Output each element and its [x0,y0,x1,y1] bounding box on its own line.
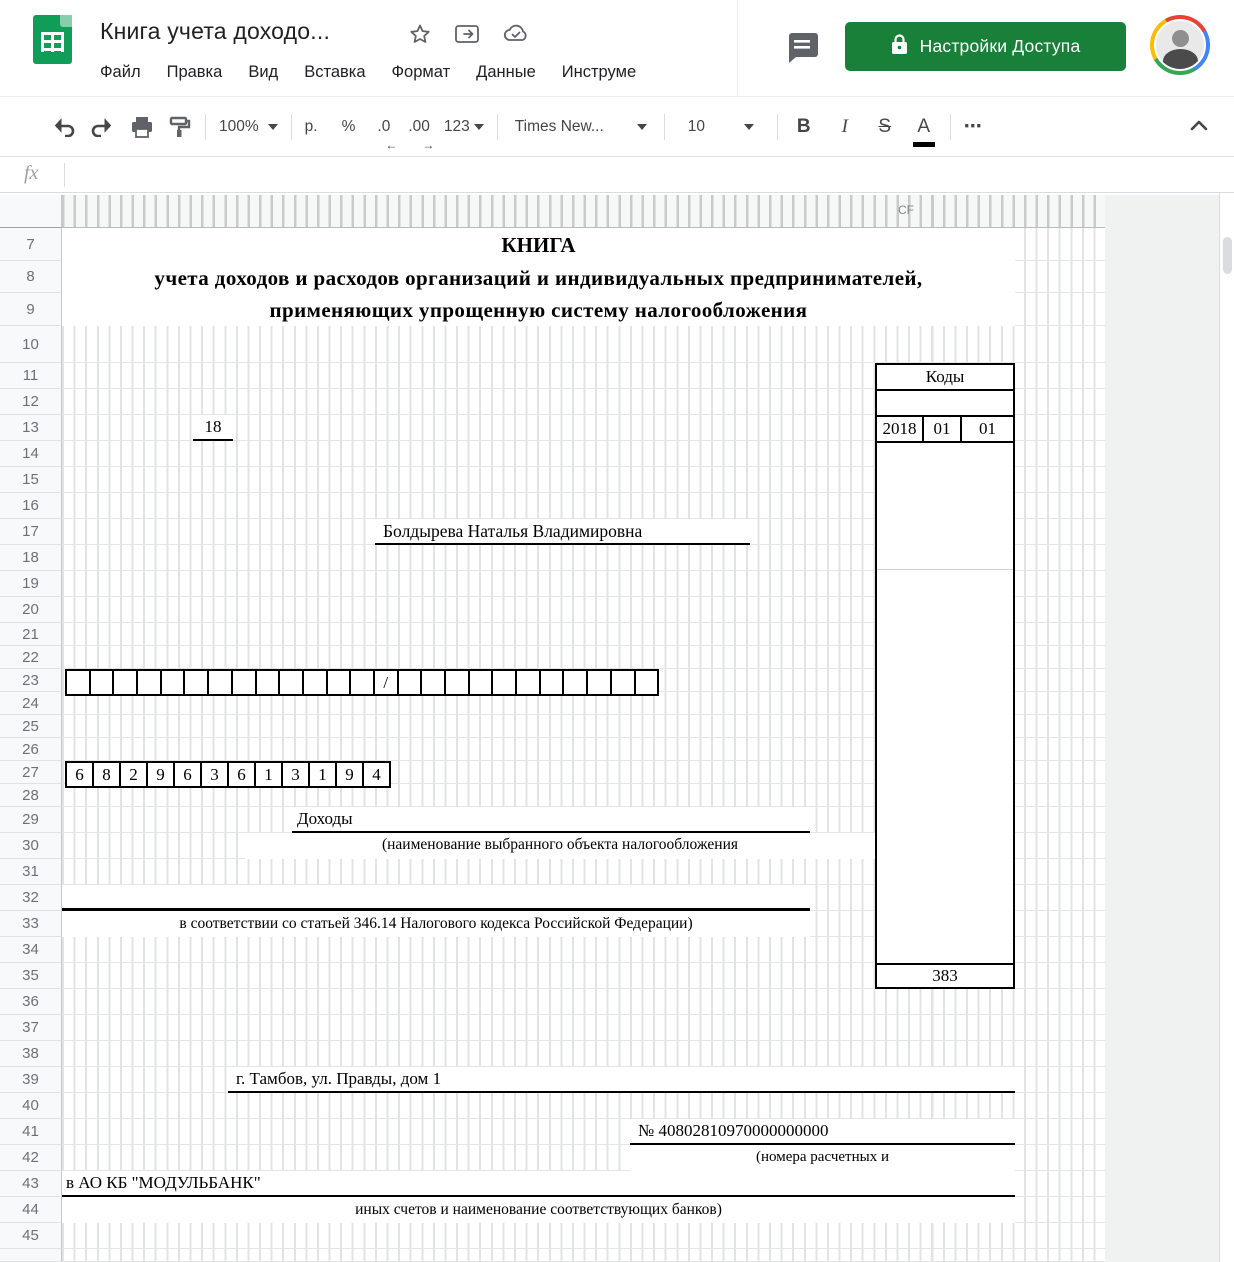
tax-object-caption1: (наименование выбранного объекта налогообложения [245,833,875,859]
zoom-value: 100% [219,117,259,135]
sheets-logo-grid [41,32,64,52]
inn-digit-3: 9 [146,761,175,788]
sheets-logo-icon[interactable] [33,15,72,64]
vertical-scrollbar[interactable] [1219,193,1234,1262]
toolbar-divider [291,114,292,140]
inn-digit-2: 2 [119,761,148,788]
inn-kpp-box-16 [444,669,470,696]
chevron-down-icon [637,124,647,130]
grid-row-partial[interactable] [62,1249,1105,1262]
grid-row-40[interactable] [62,1093,1105,1119]
comment-history-icon[interactable] [783,27,821,65]
inn-kpp-box-21 [562,669,588,696]
inn-kpp-box-6 [207,669,233,696]
row-header-14[interactable]: 14 [0,441,62,467]
chevron-down-icon [268,124,278,130]
row-header-21[interactable]: 21 [0,623,62,646]
inn-kpp-box-1 [89,669,115,696]
date-month-cell: 01 [922,417,962,441]
row-header-partial[interactable] [0,1249,62,1262]
codes-date-row [877,417,1013,443]
select-all-corner[interactable] [0,195,62,228]
menu-item-4[interactable]: Формат [391,62,451,81]
italic-button[interactable]: I [841,115,848,137]
move-to-folder-icon[interactable] [454,22,480,46]
menu-item-0[interactable]: Файл [100,62,141,81]
account-caption1: (номера расчетных и [630,1145,1015,1171]
lock-icon [891,34,908,60]
inn-kpp-box-2 [112,669,138,696]
row-header-42[interactable]: 42 [0,1145,62,1171]
codes-empty-cell [877,391,1013,417]
decrease-decimal-button[interactable]: .0 ← [377,117,398,152]
row-header-45[interactable]: 45 [0,1223,62,1249]
fx-icon: fx [24,162,39,184]
share-settings-label: Настройки Доступа [919,36,1081,56]
inn-kpp-box-18 [491,669,517,696]
avatar-photo [1154,19,1206,71]
arrow-left-icon: ← [385,137,398,152]
more-formats-button[interactable]: 123 [444,109,484,145]
panel-divider [737,0,738,96]
inn-digit-10: 9 [335,761,364,788]
inn-kpp-box-19 [515,669,541,696]
row-header-23[interactable]: 23 [0,669,62,692]
inn-kpp-box-9 [278,669,304,696]
codes-header-cell: Коды [877,365,1013,391]
toolbar-divider [664,114,665,140]
row-header-15[interactable]: 15 [0,467,62,493]
text-color-button[interactable]: A [911,109,937,145]
inn-kpp-box-11 [326,669,352,696]
grid-row-38[interactable] [62,1041,1105,1067]
row-header-33[interactable]: 33 [0,911,62,937]
font-family-value: Times New... [514,117,604,135]
doc-title-line1: КНИГА [501,233,576,257]
menu-bar [100,56,737,88]
bold-button[interactable]: B [796,115,811,137]
toolbar [0,96,1234,157]
row-header-25[interactable]: 25 [0,715,62,738]
row-header-22[interactable]: 22 [0,646,62,669]
row-header-12[interactable]: 12 [0,389,62,415]
grid-row-45[interactable] [62,1223,1105,1249]
toolbar-divider [497,114,498,140]
zoom-select[interactable] [219,109,278,145]
account-number-cell[interactable]: № 40802810970000000000 [630,1119,1015,1145]
column-headers[interactable] [62,195,1105,228]
row-header-18[interactable]: 18 [0,545,62,571]
menu-item-5[interactable]: Данные [476,62,536,81]
row-header-39[interactable]: 39 [0,1067,62,1093]
row-header-36[interactable]: 36 [0,989,62,1015]
menu-item-6[interactable]: Инструме [561,62,637,81]
inn-kpp-box-8 [255,669,281,696]
inn-digit-8: 3 [281,761,310,788]
inn-digit-6: 6 [227,761,256,788]
row-headers [0,228,62,1262]
inn-digit-1: 8 [92,761,121,788]
codes-empty-box-2 [877,571,1013,965]
inn-kpp-box-12 [349,669,375,696]
inn-digit-4: 6 [173,761,202,788]
strikethrough-button[interactable]: S [878,115,892,137]
collapse-toolbar-button[interactable] [1186,113,1212,144]
toolbar-divider [777,114,778,140]
inn-kpp-box-7 [231,669,257,696]
row-header-35[interactable]: 35 [0,963,62,989]
row-header-38[interactable]: 38 [0,1041,62,1067]
row-header-27[interactable]: 27 [0,761,62,784]
inn-kpp-box-row[interactable] [65,669,659,696]
grid-row-37[interactable] [62,1015,1105,1041]
doc-title-block[interactable] [62,228,1015,326]
menu-item-2[interactable]: Вид [248,62,279,81]
tax-object-caption2: в соответствии со статьей 346.14 Налогового кодекса Российской Федерации) [62,911,810,937]
paint-format-button[interactable] [168,109,192,145]
inn-kpp-box-3 [136,669,162,696]
account-caption2: иных счетов и наименование соответствующих банков) [62,1197,1015,1223]
increase-decimal-button[interactable]: .00 → [408,117,435,152]
inn-digit-box-row[interactable] [65,761,391,788]
menu-item-3[interactable]: Вставка [304,62,366,81]
print-button[interactable] [130,109,154,145]
tax-object-cell[interactable]: Доходы [292,807,810,833]
row-header-9[interactable]: 9 [0,293,62,326]
avatar[interactable] [1150,15,1210,75]
cloud-saved-icon[interactable] [502,22,530,46]
document-title[interactable]: Книга учета доходо... [100,18,331,44]
inn-kpp-box-22 [586,669,612,696]
font-size-select[interactable] [678,109,764,145]
format-percent-button[interactable]: % [341,117,356,135]
inn-kpp-box-4 [160,669,186,696]
row-header-34[interactable]: 34 [0,937,62,963]
doc-title-line3: применяющих упрощенную систему налогообложения [269,298,808,322]
inn-digit-11: 4 [362,761,391,788]
inn-kpp-box-13: / [373,669,399,696]
sheets-logo-fold [60,15,72,27]
codes-table[interactable] [875,363,1015,989]
toolbar-divider [205,114,206,140]
inn-kpp-box-24 [634,669,660,696]
okpo-code-cell: 383 [932,966,958,985]
row-header-17[interactable]: 17 [0,519,62,545]
bank-name-cell[interactable]: в АО КБ "МОДУЛЬБАНК" [62,1171,1015,1197]
inn-kpp-box-20 [539,669,565,696]
grid-row-36[interactable] [62,989,1105,1015]
row-header-24[interactable]: 24 [0,692,62,715]
more-toolbar-button[interactable]: ⋯ [963,116,985,136]
row-header-28[interactable]: 28 [0,784,62,807]
spreadsheet-area [0,193,1234,1262]
blank-underlined-row[interactable] [62,885,810,911]
redo-button[interactable] [90,109,114,145]
row-header-26[interactable]: 26 [0,738,62,761]
row-header-37[interactable]: 37 [0,1015,62,1041]
row-header-19[interactable]: 19 [0,571,62,597]
inn-digit-0: 6 [65,761,94,788]
row-header-7[interactable]: 7 [0,228,62,261]
font-family-select[interactable] [511,109,651,145]
chevron-down-icon [744,124,754,130]
formula-bar[interactable] [0,157,1234,193]
inn-digit-5: 3 [200,761,229,788]
row-header-43[interactable]: 43 [0,1171,62,1197]
date-year-cell: 2018 [882,419,917,438]
taxpayer-name-cell[interactable]: Болдырева Наталья Владимировна [375,519,750,545]
inn-kpp-box-15 [420,669,446,696]
row-header-13[interactable]: 13 [0,415,62,441]
inn-kpp-box-10 [302,669,328,696]
menu-item-1[interactable]: Правка [166,62,223,81]
font-size-value: 10 [687,117,706,135]
formula-bar-divider [64,163,65,187]
row-header-11[interactable]: 11 [0,363,62,389]
format-currency-button[interactable]: р. [304,117,318,135]
toolbar-divider [950,114,951,140]
address-cell[interactable]: г. Тамбов, ул. Правды, дом 1 [228,1067,1015,1093]
row-header-41[interactable]: 41 [0,1119,62,1145]
grid-row-10[interactable] [62,326,1105,363]
row-header-20[interactable]: 20 [0,597,62,623]
area-beyond-columns [1105,195,1219,1262]
star-icon[interactable] [408,22,432,46]
codes-empty-box-1 [877,443,1013,570]
row-header-31[interactable]: 31 [0,859,62,885]
share-settings-button[interactable] [845,22,1126,71]
inn-kpp-box-17 [468,669,494,696]
scrollbar-thumb[interactable] [1223,237,1232,274]
row-header-16[interactable]: 16 [0,493,62,519]
row-header-32[interactable]: 32 [0,885,62,911]
inn-kpp-box-0 [65,669,91,696]
date-day-cell: 01 [979,419,996,438]
chevron-down-icon [474,124,484,130]
row-header-29[interactable]: 29 [0,807,62,833]
year-suffix-cell[interactable]: 18 [193,415,233,441]
row-header-10[interactable]: 10 [0,326,62,363]
row-header-8[interactable]: 8 [0,261,62,293]
column-header-label: CF [898,203,914,217]
row-header-44[interactable]: 44 [0,1197,62,1223]
row-header-30[interactable]: 30 [0,833,62,859]
text-color-indicator [913,142,935,147]
undo-button[interactable] [52,109,76,145]
inn-kpp-box-5 [183,669,209,696]
inn-digit-7: 1 [254,761,283,788]
arrow-right-icon: → [422,137,435,152]
top-bar [0,0,1234,96]
row-header-40[interactable]: 40 [0,1093,62,1119]
doc-title-line2: учета доходов и расходов организаций и индивидуальных предпринимателей, [154,266,923,290]
inn-digit-9: 1 [308,761,337,788]
inn-kpp-box-23 [610,669,636,696]
inn-kpp-box-14 [397,669,423,696]
